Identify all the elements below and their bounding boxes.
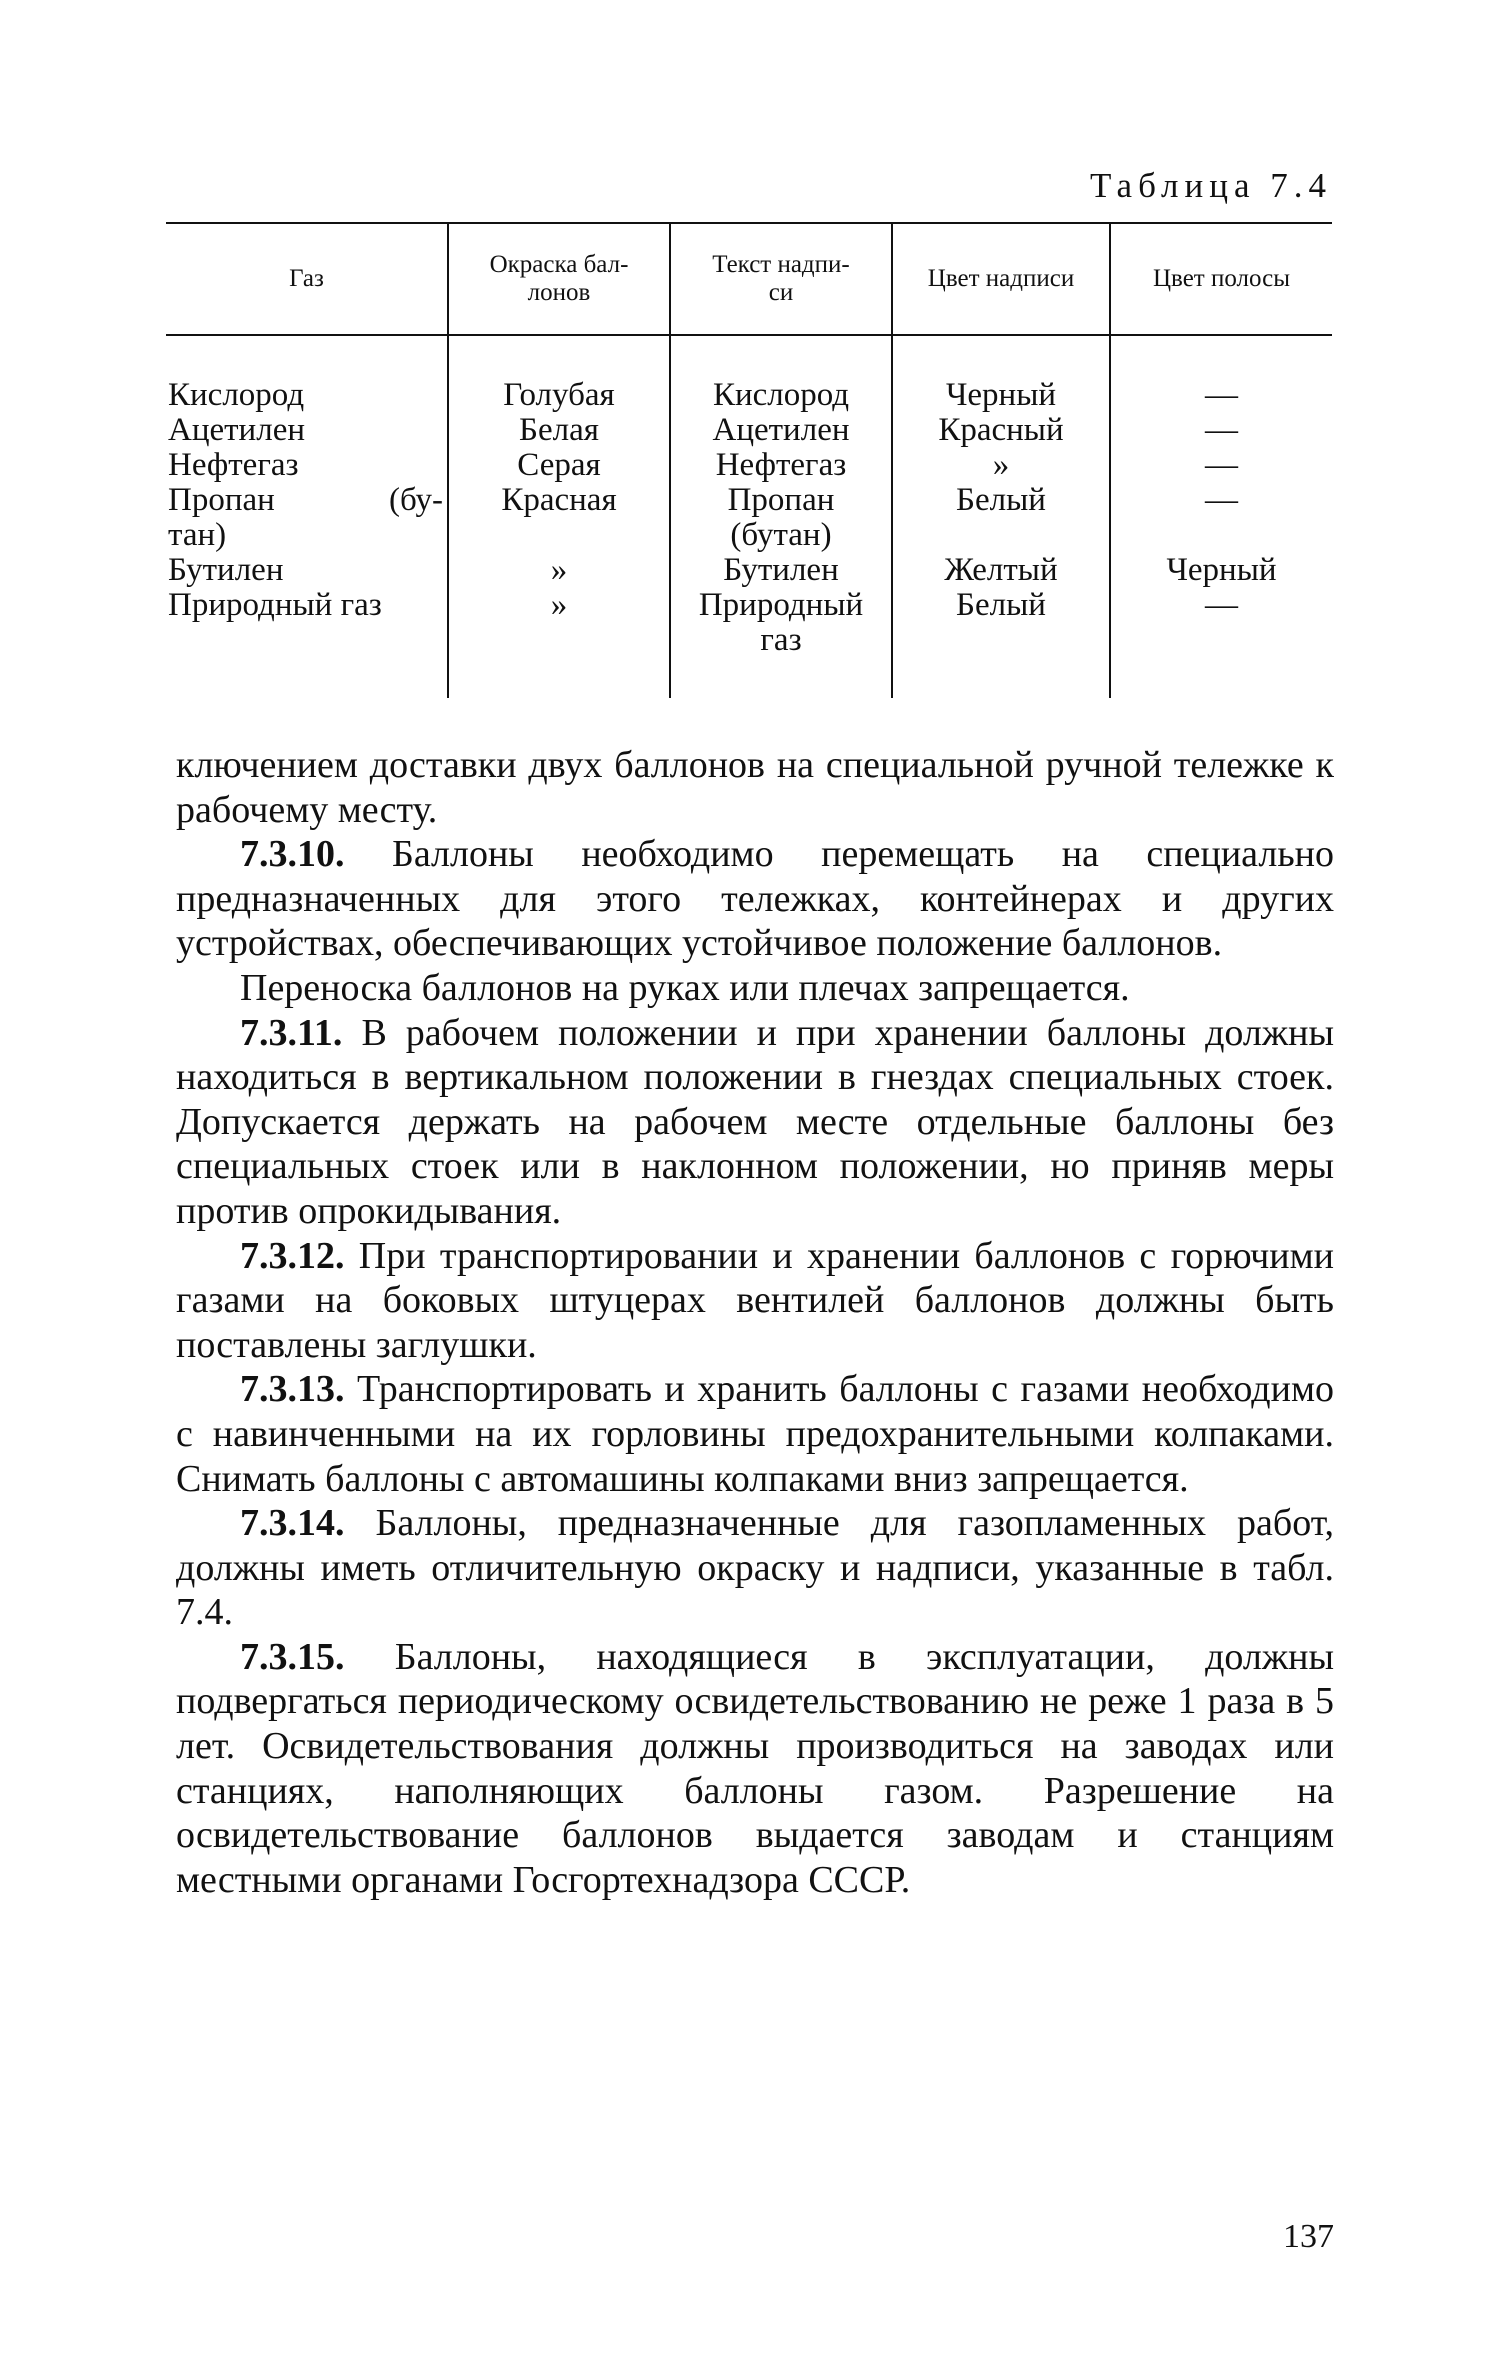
cell-text-color bbox=[897, 623, 1105, 658]
cell-gas: Кислород bbox=[168, 377, 305, 413]
cell-text: Пропан bbox=[727, 482, 835, 518]
cell-stripe: Черный bbox=[1166, 552, 1277, 588]
label-text-column bbox=[670, 335, 892, 698]
cell-paint: » bbox=[550, 552, 568, 588]
cell-paint bbox=[453, 623, 665, 658]
cell-stripe bbox=[1115, 518, 1328, 553]
cell-gas: Нефтегаз bbox=[168, 447, 299, 483]
paragraph bbox=[176, 1011, 1334, 1234]
cell-paint: Красная bbox=[501, 482, 617, 518]
cell-text-color: Красный bbox=[938, 412, 1064, 448]
cell-paint: » bbox=[550, 587, 568, 623]
cell-gas bbox=[168, 483, 443, 518]
body-text bbox=[176, 743, 1334, 1902]
table-body-row bbox=[166, 335, 1332, 698]
paragraph-text: Баллоны необходимо перемещать на специально предназначенных для этого тележках, контейнерах и других устройствах, обеспечивающих устойчивое положение баллонов. bbox=[176, 833, 1334, 965]
header-label-color bbox=[892, 223, 1110, 335]
gas-column bbox=[166, 335, 448, 698]
cell-paint: Голубая bbox=[503, 377, 615, 413]
cell-gas: тан) bbox=[168, 517, 227, 553]
paragraph-text: В рабочем положении и при хранении баллоны должны находиться в вертикальном положении в гнездах специальных стоек. Допускается держать на рабочем месте отдельные баллоны без специальных стоек или в наклонном положении, но приняв меры против опрокидывания. bbox=[176, 1011, 1334, 1232]
cell-paint: Белая bbox=[519, 412, 599, 448]
clause-number: 7.3.14. bbox=[240, 1502, 345, 1545]
gas-table-container bbox=[166, 222, 1332, 698]
cell-gas bbox=[168, 623, 443, 658]
cell-text-color: » bbox=[992, 447, 1010, 483]
cell-stripe: — bbox=[1205, 377, 1238, 413]
paragraph bbox=[176, 1234, 1334, 1368]
cell-text: Бутилен bbox=[723, 552, 839, 588]
cell-text-color: Белый bbox=[956, 482, 1046, 518]
cell-stripe: — bbox=[1205, 447, 1238, 483]
table-header-row bbox=[166, 223, 1332, 335]
cell-stripe: — bbox=[1205, 587, 1238, 623]
header-line: Газ bbox=[289, 265, 324, 292]
cell-text: (бутан) bbox=[730, 517, 832, 553]
stripe-color-column bbox=[1110, 335, 1332, 698]
cell-paint: Серая bbox=[517, 447, 601, 483]
paragraph bbox=[176, 1635, 1334, 1903]
paragraph bbox=[176, 743, 1334, 832]
clause-number: 7.3.13. bbox=[240, 1368, 345, 1411]
cell-stripe: — bbox=[1205, 412, 1238, 448]
paragraph-text: Баллоны, находящиеся в эксплуатации, должны подвергаться периодическому освидетельствованию не реже 1 раза в 5 лет. Освидетельствования должны производиться на заводах или станциях, наполняющих баллоны газом. Разрешение на освидетельствование баллонов выдается заводам и станциям местными органами Госгортехнадзора СССР. bbox=[176, 1635, 1335, 1901]
header-paint bbox=[448, 223, 670, 335]
cell-stripe bbox=[1115, 623, 1328, 658]
paragraph-text: При транспортировании и хранении баллонов с горючими газами на боковых штуцерах вентилей баллонов должны быть поставлены заглушки. bbox=[176, 1234, 1335, 1366]
cell-text: Нефтегаз bbox=[715, 447, 847, 483]
cell-text: Кислород bbox=[712, 377, 850, 413]
cell-text: газ bbox=[760, 622, 802, 658]
cell-text-color: Желтый bbox=[944, 552, 1058, 588]
gas-word: (бу- bbox=[388, 482, 443, 518]
cell-text-color: Белый bbox=[956, 587, 1046, 623]
clause-number: 7.3.15. bbox=[240, 1635, 345, 1678]
header-line: си bbox=[768, 279, 794, 306]
cell-text-color bbox=[897, 518, 1105, 553]
cell-paint bbox=[453, 518, 665, 553]
header-line: лонов bbox=[527, 279, 591, 306]
paragraph-text: Транспортировать и хранить баллоны с газами необходимо с навинченными на их горловины предохранительными колпаками. Снимать баллоны с автомашины колпаками вниз запрещается. bbox=[176, 1368, 1335, 1500]
gas-cylinder-table bbox=[166, 222, 1332, 698]
cell-text: Ацетилен bbox=[712, 412, 850, 448]
clause-number: 7.3.12. bbox=[240, 1234, 345, 1277]
paragraph bbox=[176, 832, 1334, 966]
header-label-text bbox=[670, 223, 892, 335]
header-stripe-color bbox=[1110, 223, 1332, 335]
cell-stripe: — bbox=[1205, 482, 1238, 518]
paragraph bbox=[176, 1367, 1334, 1501]
paragraph-text: Баллоны, предназначенные для газопламенных работ, должны иметь отличительную окраску и надписи, указанные в табл. 7.4. bbox=[176, 1502, 1334, 1634]
header-gas bbox=[166, 223, 448, 335]
paragraph bbox=[176, 1501, 1334, 1635]
clause-number: 7.3.11. bbox=[240, 1011, 343, 1054]
clause-number: 7.3.10. bbox=[240, 833, 345, 876]
cell-text-color: Черный bbox=[945, 377, 1057, 413]
cell-gas: Ацетилен bbox=[168, 412, 305, 448]
header-line: Цвет полосы bbox=[1152, 265, 1291, 292]
gas-word: Пропан bbox=[168, 482, 275, 518]
paragraph-text: ключением доставки двух баллонов на специальной ручной тележке к рабочему месту. bbox=[176, 744, 1334, 831]
cell-gas: Природный газ bbox=[168, 587, 382, 623]
paragraph bbox=[176, 966, 1334, 1011]
header-line: Текст надпи- bbox=[712, 251, 850, 278]
paint-column bbox=[448, 335, 670, 698]
cell-text: Природный bbox=[698, 587, 864, 623]
paragraph-text: Переноска баллонов на руках или плечах запрещается. bbox=[240, 966, 1130, 1009]
table-caption: Таблица 7.4 bbox=[1090, 166, 1332, 205]
page-number: 137 bbox=[1283, 2218, 1334, 2255]
label-color-column bbox=[892, 335, 1110, 698]
cell-gas: Бутилен bbox=[168, 552, 284, 588]
header-line: Цвет надписи bbox=[927, 265, 1075, 292]
header-line: Окраска бал- bbox=[489, 251, 629, 278]
